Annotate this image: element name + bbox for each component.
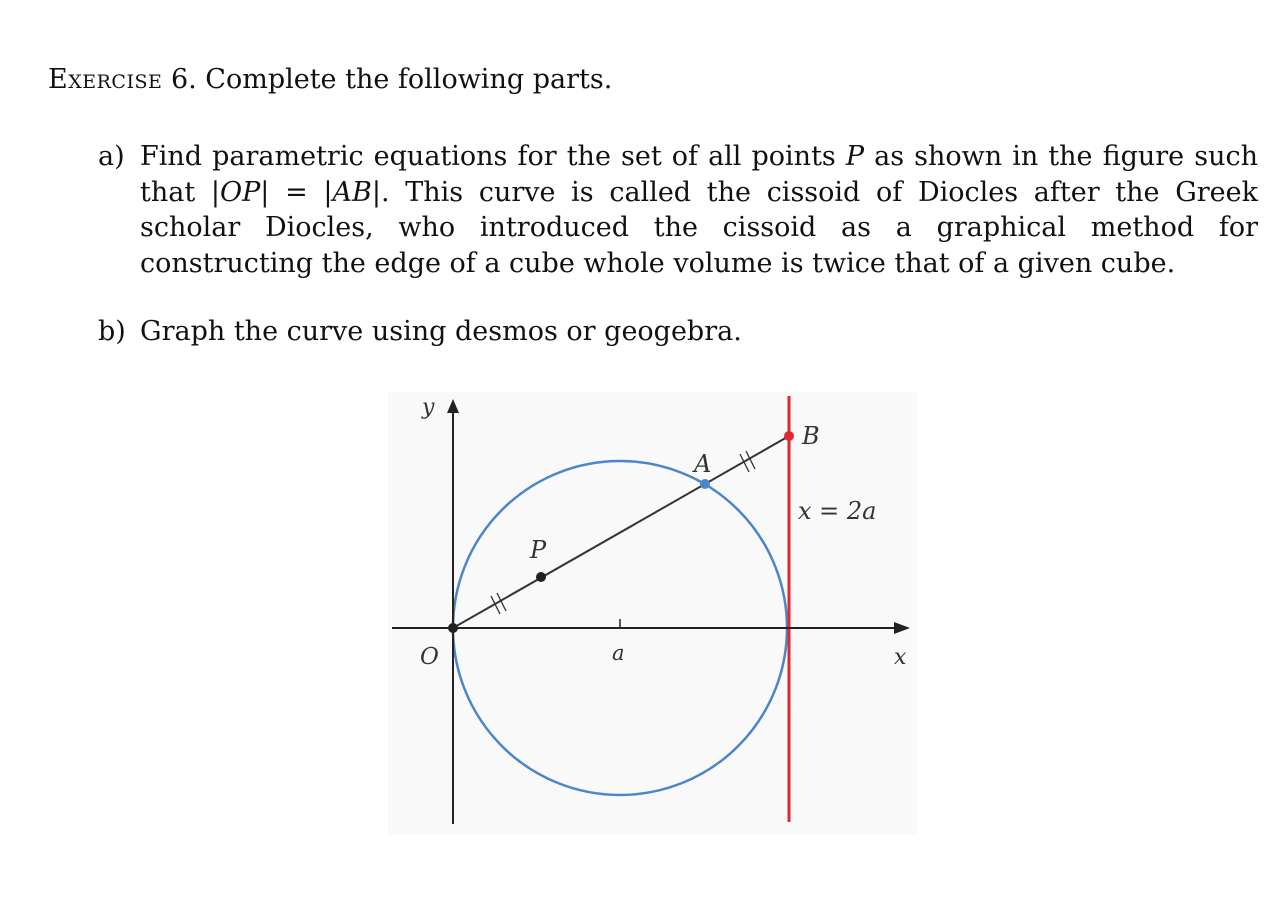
cissoid-diagram [388, 392, 917, 834]
exercise-instruction: Complete the following parts. [205, 64, 613, 95]
part-a-marker: a) [98, 141, 125, 172]
x-axis-arrow-icon [894, 622, 910, 634]
point-p-symbol: P [845, 141, 865, 172]
part-a-text [140, 139, 1258, 281]
exercise-number: 6. [170, 64, 197, 95]
exercise-label: Exercise [48, 64, 163, 95]
origin-label: O [420, 644, 439, 670]
point-a-label: A [694, 450, 712, 478]
part-a-after-point: as shown in the figure such that [140, 141, 1258, 208]
part-b [98, 314, 1258, 350]
equation-equals: = [285, 176, 308, 208]
point-b-label: B [802, 422, 820, 450]
equation [211, 177, 381, 208]
cissoid-figure [388, 392, 917, 834]
tick-mark-op-icon [491, 593, 506, 614]
segment-ob [453, 436, 789, 628]
point-p-label: P [530, 536, 547, 564]
point-o [448, 623, 458, 633]
y-axis-arrow-icon [447, 399, 459, 413]
exercise-heading [48, 60, 612, 100]
center-label: a [612, 641, 625, 665]
equation-lhs: |OP| [210, 176, 270, 208]
part-b-text: Graph the curve using desmos or geogebra. [140, 316, 742, 347]
part-a [98, 139, 1258, 281]
part-a-lead: Find parametric equations for the set of all points [140, 141, 836, 172]
y-axis-label: y [422, 395, 435, 420]
point-p [536, 572, 546, 582]
tick-mark-ab-icon [740, 451, 755, 472]
line-label: x = 2a [798, 497, 877, 525]
part-a-rest: . This curve is called the cissoid of Diocles after the Greek scholar Diocles, who introduced the cissoid as a graphical method for constructing the edge of a cube whole volume is twice that of a given cube. [140, 176, 1258, 279]
part-b-marker: b) [98, 316, 126, 347]
x-axis-label: x [894, 645, 907, 670]
point-b [784, 431, 794, 441]
equation-rhs: |AB| [323, 176, 381, 208]
point-a [700, 479, 710, 489]
